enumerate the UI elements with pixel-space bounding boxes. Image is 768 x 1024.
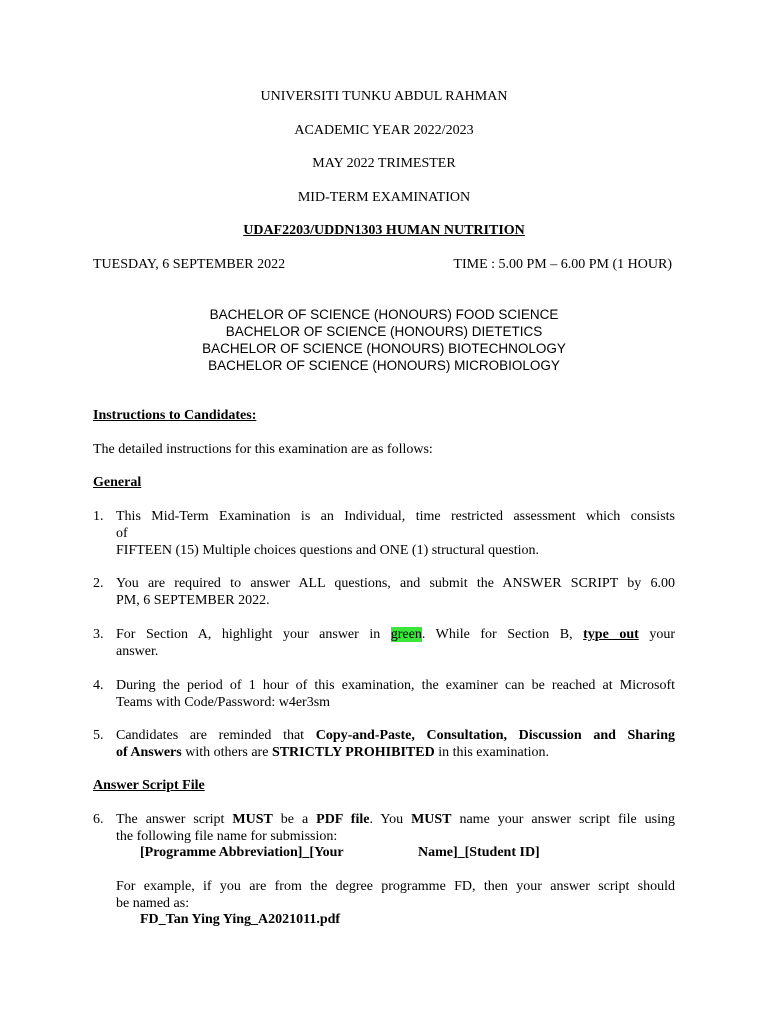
item5-post: in this examination. xyxy=(434,745,550,760)
item-text-line: For example, if you are from the degree programme FD, then your answer script should xyxy=(116,879,675,894)
item3-pre: For Section A, highlight your answer in xyxy=(116,627,391,642)
item-text-line: This Mid-Term Examination is an Individual, time restricted assessment which consists xyxy=(116,509,675,524)
item-number: 1. xyxy=(93,509,104,524)
item5-mid: with others are xyxy=(181,745,272,760)
item3-post: your xyxy=(638,627,675,642)
item-text-line: of xyxy=(116,526,128,541)
item6-text-2: be a xyxy=(272,812,317,827)
exam-type: MID-TERM EXAMINATION xyxy=(297,190,471,205)
item6-text-3: . You xyxy=(369,812,412,827)
item-number: 6. xyxy=(93,812,104,827)
item-number: 5. xyxy=(93,728,104,743)
item-text-line: FIFTEEN (15) Multiple choices questions and ONE (1) structural question. xyxy=(116,543,540,558)
instructions-heading: Instructions to Candidates: xyxy=(93,408,257,423)
academic-year: ACADEMIC YEAR 2022/2023 xyxy=(294,123,474,138)
item3-mid: . While for Section B, xyxy=(421,627,584,642)
item-number: 2. xyxy=(93,576,104,591)
programme-biotechnology: BACHELOR OF SCIENCE (HONOURS) BIOTECHNOLOGY xyxy=(202,341,566,356)
item5-pre: Candidates are reminded that xyxy=(116,728,316,743)
example-filename: FD_Tan Ying Ying_A2021011.pdf xyxy=(140,912,341,927)
programme-microbiology: BACHELOR OF SCIENCE (HONOURS) MICROBIOLOGY xyxy=(208,358,560,373)
must-emphasis: MUST xyxy=(411,812,452,827)
trimester: MAY 2022 TRIMESTER xyxy=(312,156,456,171)
general-heading: General xyxy=(93,475,142,490)
pdf-file-emphasis: PDF file xyxy=(316,812,370,827)
instruction-item-1 xyxy=(116,508,675,559)
instruction-item-3 xyxy=(116,626,675,660)
item-text-line xyxy=(116,626,675,643)
exam-time: TIME : 5.00 PM – 6.00 PM (1 HOUR) xyxy=(453,257,672,272)
item-number: 3. xyxy=(93,627,104,642)
programme-food-science: BACHELOR OF SCIENCE (HONOURS) FOOD SCIENCE xyxy=(209,307,559,322)
instruction-item-2 xyxy=(116,575,675,609)
must-emphasis: MUST xyxy=(232,812,273,827)
course-title: UDAF2203/UDDN1303 HUMAN NUTRITION xyxy=(243,223,525,238)
item6-text-1: The answer script xyxy=(116,812,233,827)
filename-format-part-2: Name]_[Student ID] xyxy=(418,845,540,860)
item-number: 4. xyxy=(93,678,104,693)
item-text-line: be named as: xyxy=(116,896,190,911)
instructions-intro: The detailed instructions for this examination are as follows: xyxy=(93,442,433,457)
item5-bold-2: of Answers xyxy=(116,745,182,760)
university-name: UNIVERSITI TUNKU ABDUL RAHMAN xyxy=(260,89,508,104)
item5-bold-3: STRICTLY PROHIBITED xyxy=(271,745,435,760)
item-text-line xyxy=(116,727,675,744)
filename-format-part-1: [Programme Abbreviation]_[Your xyxy=(140,845,344,860)
item-text-line: answer. xyxy=(116,644,159,659)
item-text-line: Teams with Code/Password: w4er3sm xyxy=(116,695,331,710)
item-text-line: PM, 6 SEPTEMBER 2022. xyxy=(116,593,270,608)
instruction-item-6 xyxy=(116,811,675,845)
item-text-line: the following file name for submission: xyxy=(116,829,338,844)
item-text-line xyxy=(116,744,675,761)
item-text-line: During the period of 1 hour of this examination, the examiner can be reached at Microsoft xyxy=(116,678,675,693)
green-highlight: green xyxy=(390,627,422,642)
answer-script-heading: Answer Script File xyxy=(93,778,205,793)
item-text-line: You are required to answer ALL questions, and submit the ANSWER SCRIPT by 6.00 xyxy=(116,576,675,591)
item6-text-4: name your answer script file using xyxy=(451,812,675,827)
item-text-line xyxy=(116,811,675,828)
instruction-item-4 xyxy=(116,677,675,711)
exam-date: TUESDAY, 6 SEPTEMBER 2022 xyxy=(93,257,286,272)
filename-example xyxy=(116,878,675,912)
programme-dietetics: BACHELOR OF SCIENCE (HONOURS) DIETETICS xyxy=(225,324,543,339)
instruction-item-5 xyxy=(116,727,675,761)
type-out-emphasis: type out xyxy=(583,627,639,642)
item5-bold-1: Copy-and-Paste, Consultation, Discussion and Sharing xyxy=(315,728,675,743)
